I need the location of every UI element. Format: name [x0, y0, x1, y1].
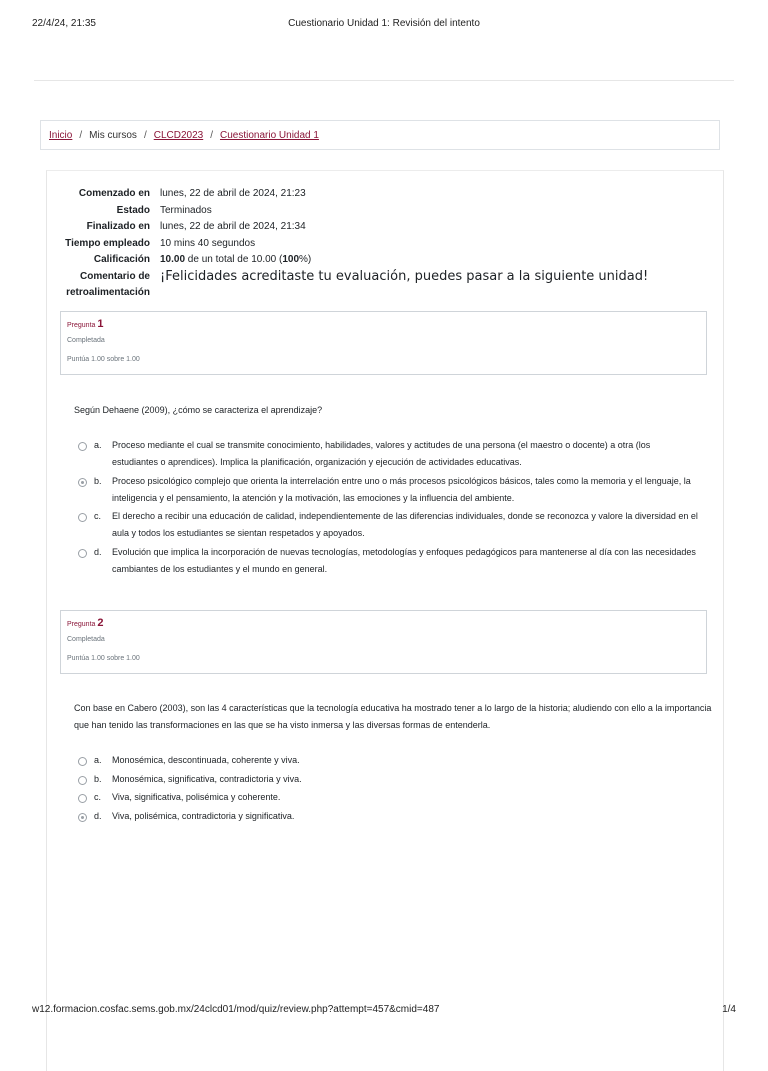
answer-letter: a. [94, 440, 102, 450]
breadcrumb-home-link[interactable]: Inicio [49, 129, 73, 141]
print-page-number: 1/4 [722, 1004, 736, 1015]
summary-row-state [46, 203, 722, 220]
question-number-value: 2 [97, 617, 104, 629]
summary-row-feedback [46, 269, 722, 302]
answer-list-1 [78, 437, 698, 579]
finished-label: Finalizado en [86, 221, 150, 232]
answer-option [78, 508, 698, 542]
radio-unchecked-icon [78, 442, 87, 451]
question-grade: Puntúa 1.00 sobre 1.00 [67, 655, 140, 662]
feedback-label-line1: Comentario de [79, 270, 150, 282]
radio-unchecked-icon [78, 513, 87, 522]
question-label: Pregunta [67, 621, 98, 628]
state-value: Terminados [160, 204, 212, 216]
summary-row-started [46, 186, 722, 203]
answer-text: Proceso mediante el cual se transmite conocimiento, habilidades, valores y actitudes de una persona (el maestro o docente) a otra (los estudiantes o aprendices). Implica la planificación, organización y ejecución de actividades educativas. [112, 440, 651, 467]
attempt-summary [46, 186, 722, 302]
time-value: 10 mins 40 segundos [160, 237, 256, 249]
breadcrumb [40, 120, 720, 150]
answer-option-selected [78, 473, 698, 507]
breadcrumb-course-link[interactable]: CLCD2023 [153, 129, 204, 141]
answer-text: Viva, polisémica, contradictoria y significativa. [112, 810, 295, 821]
breadcrumb-separator: / [79, 129, 83, 141]
question-label: Pregunta [67, 322, 98, 329]
answer-option [78, 752, 698, 769]
breadcrumb-my-courses: Mis cursos [89, 129, 137, 141]
answer-letter: b. [94, 773, 102, 784]
grade-percent: 100 [282, 254, 300, 265]
answer-text: Monosémica, significativa, contradictoria y viva. [112, 773, 302, 784]
radio-checked-icon [78, 813, 87, 822]
radio-unchecked-icon [78, 794, 87, 803]
answer-letter: c. [94, 511, 102, 521]
question-state: Completada [67, 337, 105, 344]
question-number-value: 1 [97, 318, 104, 330]
feedback-label [46, 269, 160, 302]
finished-value: lunes, 22 de abril de 2024, 21:34 [160, 221, 306, 232]
breadcrumb-separator: / [210, 129, 213, 141]
breadcrumb-separator: / [143, 129, 147, 141]
answer-text: Evolución que implica la incorporación de nuevas tecnologías, metodologías y enfoques pedagógicos para mantenerse al día con las necesidades cambiantes de los estudiantes y el mundo en general. [112, 546, 696, 574]
question-info-1 [60, 311, 707, 375]
answer-text: Viva, significativa, polisémica y coherente. [112, 792, 281, 802]
top-divider [34, 80, 734, 81]
question-text-1: Según Dehaene (2009), ¿cómo se caracteriza el aprendizaje? [74, 405, 323, 415]
question-text-2: Con base en Cabero (2003), son las 4 características que la tecnología educativa ha mostrado tener a lo largo de la historia; aludiendo con ello a la importancia que han tenido las transformaciones en las que se ha visto inmersa y las diversas formas de entenderla. [74, 703, 712, 730]
print-url: w12.formacion.cosfac.sems.gob.mx/24clcd01/mod/quiz/review.php?attempt=457&cmid=487 [32, 1004, 440, 1015]
print-date: 22/4/24, 21:35 [32, 18, 96, 29]
answer-option-selected [78, 808, 698, 825]
answer-option [78, 544, 698, 578]
question-state: Completada [67, 636, 105, 643]
question-number [67, 318, 700, 330]
grade-score: 10.00 [160, 254, 186, 265]
feedback-label-line2: retroalimentación [66, 287, 150, 298]
print-title: Cuestionario Unidad 1: Revisión del intento [288, 18, 480, 29]
answer-letter: d. [94, 810, 102, 821]
answer-letter: a. [94, 755, 102, 765]
answer-letter: b. [94, 475, 102, 486]
answer-text: El derecho a recibir una educación de calidad, independientemente de las diferencias individuales, donde se reconozca y valore la diversidad en el aula y todos los estudiantes se sientan respetados y apoyados. [112, 511, 698, 538]
answer-option [78, 771, 698, 788]
radio-unchecked-icon [78, 757, 87, 766]
answer-option [78, 789, 698, 806]
grade-end: %) [299, 254, 312, 265]
started-value: lunes, 22 de abril de 2024, 21:23 [160, 188, 306, 199]
radio-unchecked-icon [78, 776, 87, 785]
answer-letter: c. [94, 792, 102, 802]
time-label: Tiempo empleado [65, 237, 150, 249]
answer-text: Monosémica, descontinuada, coherente y viva. [112, 755, 300, 765]
feedback-value: ¡Felicidades acreditaste tu evaluación, puedes pasar a la siguiente unidad! [160, 268, 649, 284]
question-grade: Puntúa 1.00 sobre 1.00 [67, 356, 140, 363]
answer-option [78, 437, 698, 471]
question-info-2 [60, 610, 707, 674]
radio-checked-icon [78, 478, 87, 487]
answer-letter: d. [94, 546, 102, 557]
grade-label: Calificación [93, 254, 150, 265]
answer-list-2 [78, 752, 698, 826]
radio-unchecked-icon [78, 549, 87, 558]
answer-text: Proceso psicológico complejo que orienta la interrelación entre uno o más procesos psicológicos básicos, tales como la memoria y el lenguaje, la inteligencia y el pensamiento, la atención y la motivación, las emociones y la influencia del ambiente. [112, 475, 691, 503]
summary-row-finished [46, 219, 722, 236]
grade-total: de un total de 10.00 ( [185, 254, 283, 265]
summary-row-grade [46, 252, 722, 269]
started-label: Comenzado en [78, 188, 150, 199]
grade-value [160, 252, 722, 269]
summary-row-time [46, 236, 722, 253]
breadcrumb-quiz-link[interactable]: Cuestionario Unidad 1 [219, 129, 319, 141]
state-label: Estado [116, 204, 150, 216]
question-number [67, 617, 700, 629]
